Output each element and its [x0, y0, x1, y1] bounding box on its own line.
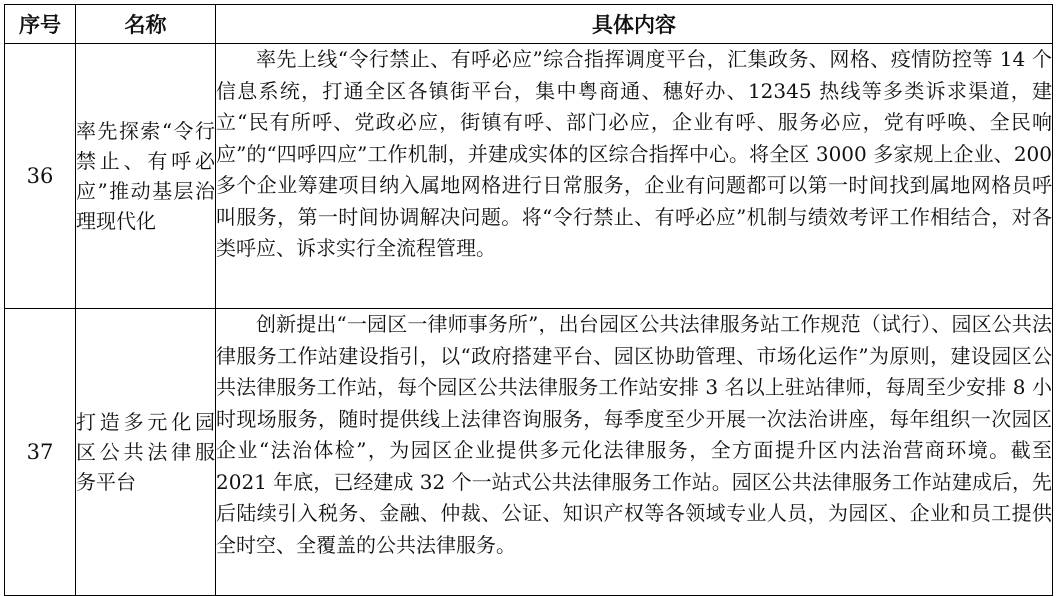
table-header — [5, 5, 1053, 44]
header-name: 名称 — [76, 5, 216, 44]
row-content-text: 率先上线“令行禁止、有呼必应”综合指挥调度平台，汇集政务、网格、疫情防控等 14 个信息系统，打通全区各镇街平台，集中粤商通、穗好办、12345 热线等多类诉求渠道，建立“民有所呼、党政必应，街镇有呼、部门必应，企业有呼、服务必应，党有呼唤、全民响应”的“四呼四应”工作机制，并建成实体的区综合指挥中心。将全区 3000 多家规上企业、200 多个企业筹建项目纳入属地网格进行日常服务，企业有问题都可以第一时间找到属地网格员呼叫服务，第一时间协调解决问题。将“令行禁止、有呼必应”机制与绩效考评工作相结合，对各类呼应、诉求实行全流程管理。 — [216, 47, 1052, 260]
row-content-cell — [216, 309, 1053, 596]
header-row — [5, 5, 1053, 44]
row-serial-number: 37 — [5, 309, 76, 596]
table-row — [5, 44, 1053, 309]
row-name: 打造多元化园区公共法律服务平台 — [76, 309, 216, 596]
header-serial-number: 序号 — [5, 5, 76, 44]
header-content: 具体内容 — [216, 5, 1053, 44]
row-name: 率先探索“令行禁止、有呼必应”推动基层治理现代化 — [76, 44, 216, 309]
row-serial-number: 36 — [5, 44, 76, 309]
policy-measures-table — [4, 4, 1053, 596]
table-row — [5, 309, 1053, 596]
table-body — [5, 44, 1053, 596]
row-content-text: 创新提出“一园区一律师事务所”，出台园区公共法律服务站工作规范（试行）、园区公共法律服务工作站建设指引，以“政府搭建平台、园区协助管理、市场化运作”为原则，建设园区公共法律服务工作站，每个园区公共法律服务工作站安排 3 名以上驻站律师，每周至少安排 8 小时现场服务，随时提供线上法律咨询服务，每季度至少开展一次法治讲座，每年组织一次园区企业“法治体检”，为园区企业提供多元化法律服务，全方面提升区内法治营商环境。截至 2021 年底，已经建成 32 个一站式公共法律服务工作站。园区公共法律服务工作站建成后，先后陆续引入税务、金融、仲裁、公证、知识产权等各领域专业人员，为园区、企业和员工提供全时空、全覆盖的公共法律服务。 — [216, 312, 1052, 557]
row-content-cell — [216, 44, 1053, 309]
